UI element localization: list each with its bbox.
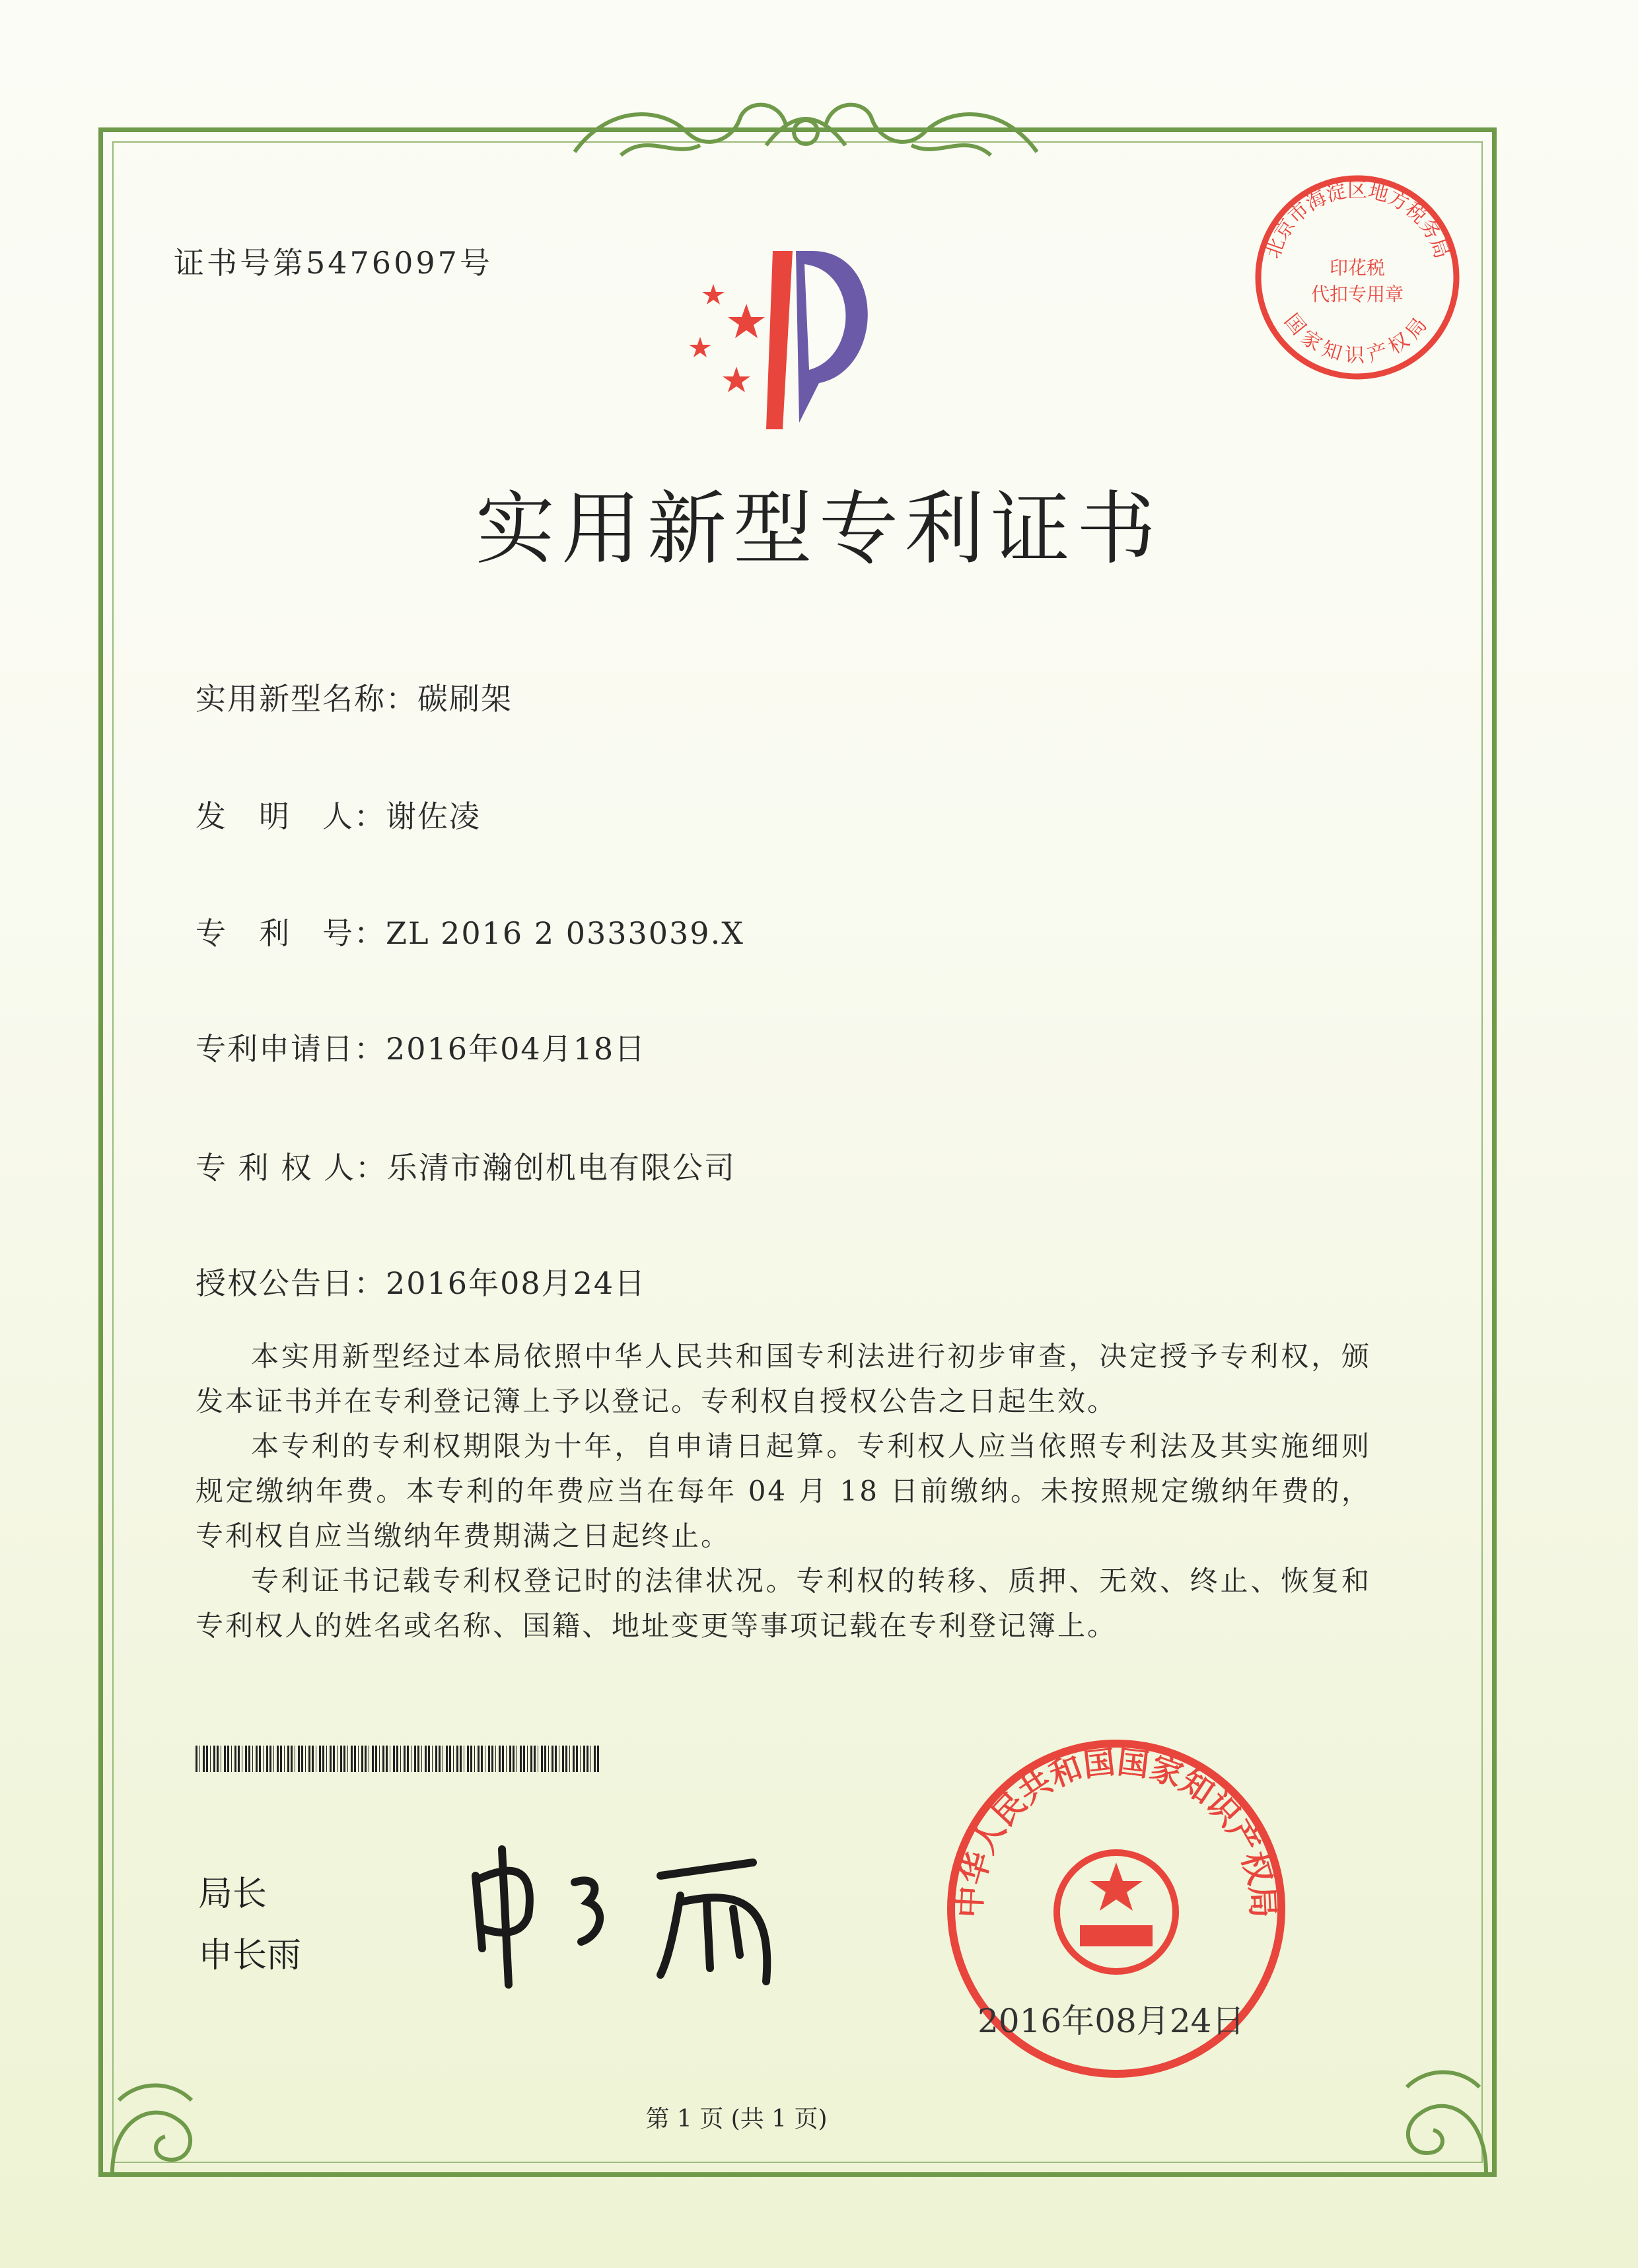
field-utility-model-name [196,675,513,719]
national-emblem-icon [1057,1853,1176,1971]
tax-stamp-line1: 印花税 [1329,257,1386,279]
page-footer: 第 1 页 (共 1 页) [645,2106,828,2133]
field-patentee [196,1144,736,1187]
ornament-icon [568,92,1044,165]
signature [462,1836,799,1991]
official-seal-ring-text: 中华人民共和国国家知识产权局 [951,1743,1281,1919]
corner-ornament-icon [1347,2001,1499,2179]
field-value: 乐清市瀚创机电有限公司 [386,1150,736,1186]
field-label: 专 利 权 人： [196,1150,387,1186]
field-label: 专利申请日： [196,1031,386,1067]
tax-stamp [1248,168,1466,386]
tax-stamp-line2: 代扣专用章 [1310,283,1404,305]
field-inventor [196,793,481,836]
field-label: 授权公告日： [196,1265,386,1301]
paragraph: 本专利的专利权期限为十年，自申请日起算。专利权人应当依照专利法及其实施细则规定缴纳年费。本专利的年费应当在每年 04 月 18 日前缴纳。未按照规定缴纳年费的，专利权自应当缴纳年费期满之日起终止。 [196,1430,1371,1552]
field-grant-date [196,1259,646,1303]
page-title: 实用新型专利证书 [476,483,1162,575]
field-label: 实用新型名称： [196,681,417,717]
signatory-title: 局长 [198,1874,267,1914]
paragraph: 本实用新型经过本局依照中华人民共和国专利法进行初步审查，决定授予专利权，颁发本证书并在专利登记簿上予以登记。专利权自授权公告之日起生效。 [196,1340,1371,1417]
field-value: 碳刷架 [417,681,513,717]
tax-stamp-bottom-text: 国家知识产权局 [1279,309,1435,367]
svg-text:北京市海淀区地方税务局 [1262,179,1454,262]
stars-icon [689,251,793,429]
tax-stamp-ring-text: 北京市海淀区地方税务局 [1261,179,1454,262]
field-value: 2016年04月18日 [386,1031,647,1067]
field-label: 专 利 号： [196,915,386,951]
field-value: 谢佐凌 [386,798,481,834]
signatory-name: 申长雨 [198,1936,302,1975]
barcode [196,1746,600,1772]
certificate-body [196,1334,1371,1648]
field-value: 2016年08月24日 [386,1265,647,1301]
field-label: 发 明 人： [196,798,386,834]
cnipa-logo [667,238,918,443]
field-application-date [196,1025,646,1069]
paragraph: 专利证书记载专利权登记时的法律状况。专利权的转移、质押、无效、终止、恢复和专利权人的姓名或名称、国籍、地址变更等事项记载在专利登记簿上。 [196,1565,1371,1642]
field-patent-number [196,909,744,953]
seal-date: 2016年08月24日 [978,2002,1245,2040]
certificate-number: 证书号第5476097号 [174,245,493,281]
field-value: ZL 2016 2 0333039.X [386,915,744,951]
